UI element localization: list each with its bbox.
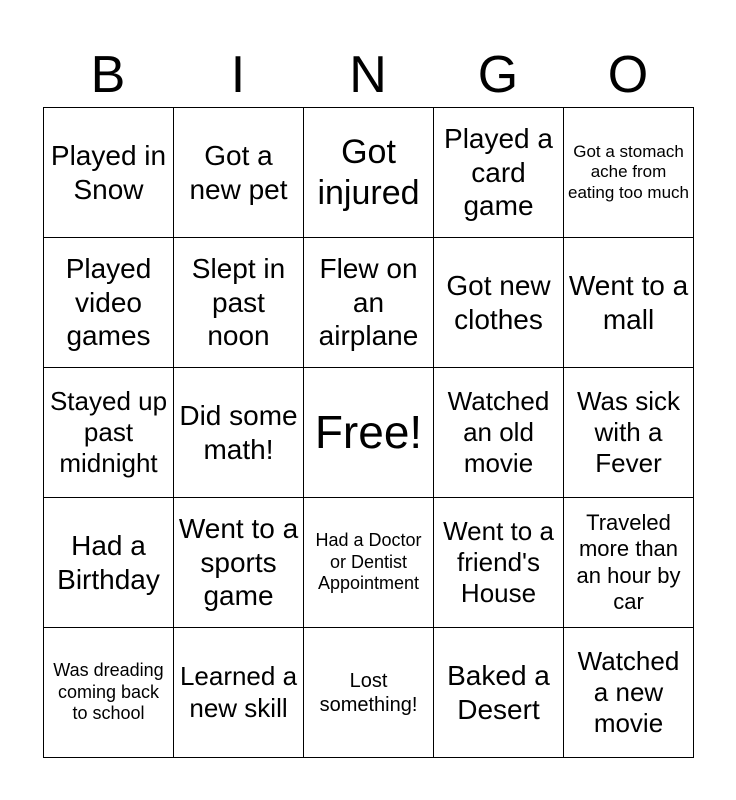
board-row-3 (44, 368, 694, 498)
bingo-cell-3-1[interactable]: Stayed up past midnight (44, 368, 174, 498)
header-letter-b: B (90, 46, 126, 104)
bingo-board (43, 107, 694, 758)
bingo-cell-1-2[interactable]: Got a new pet (174, 108, 304, 238)
bingo-cell-4-1[interactable]: Had a Birthday (44, 498, 174, 628)
bingo-cell-2-3[interactable]: Flew on an airplane (304, 238, 434, 368)
bingo-cell-2-5[interactable]: Went to a mall (564, 238, 694, 368)
bingo-cell-3-4[interactable]: Watched an old movie (434, 368, 564, 498)
bingo-cell-1-1[interactable]: Played in Snow (44, 108, 174, 238)
header-letter-n: N (349, 46, 387, 104)
bingo-cell-1-4[interactable]: Played a card game (434, 108, 564, 238)
bingo-cell-2-4[interactable]: Got new clothes (434, 238, 564, 368)
board-row-1 (44, 108, 694, 238)
bingo-cell-5-3[interactable]: Lost something! (304, 628, 434, 758)
bingo-cell-3-2[interactable]: Did some math! (174, 368, 304, 498)
bingo-cell-5-2[interactable]: Learned a new skill (174, 628, 304, 758)
bingo-cell-5-1[interactable]: Was dreading coming back to school (44, 628, 174, 758)
header-letter-g: G (477, 46, 519, 104)
bingo-cell-4-5[interactable]: Traveled more than an hour by car (564, 498, 694, 628)
bingo-cell-4-2[interactable]: Went to a sports game (174, 498, 304, 628)
header-letter-o: O (607, 46, 649, 104)
bingo-cell-4-3[interactable]: Had a Doctor or Dentist Appointment (304, 498, 434, 628)
bingo-cell-1-3[interactable]: Got injured (304, 108, 434, 238)
bingo-cell-1-5[interactable]: Got a stomach ache from eating too much (564, 108, 694, 238)
bingo-cell-2-1[interactable]: Played video games (44, 238, 174, 368)
bingo-cell-free[interactable]: Free! (304, 368, 434, 498)
bingo-cell-5-5[interactable]: Watched a new movie (564, 628, 694, 758)
board-row-5 (44, 628, 694, 758)
header-letter-i: I (230, 46, 246, 104)
bingo-cell-4-4[interactable]: Went to a friend's House (434, 498, 564, 628)
board-row-2 (44, 238, 694, 368)
board-row-4 (44, 498, 694, 628)
bingo-header (43, 44, 693, 106)
bingo-cell-2-2[interactable]: Slept in past noon (174, 238, 304, 368)
bingo-cell-3-5[interactable]: Was sick with a Fever (564, 368, 694, 498)
bingo-cell-5-4[interactable]: Baked a Desert (434, 628, 564, 758)
